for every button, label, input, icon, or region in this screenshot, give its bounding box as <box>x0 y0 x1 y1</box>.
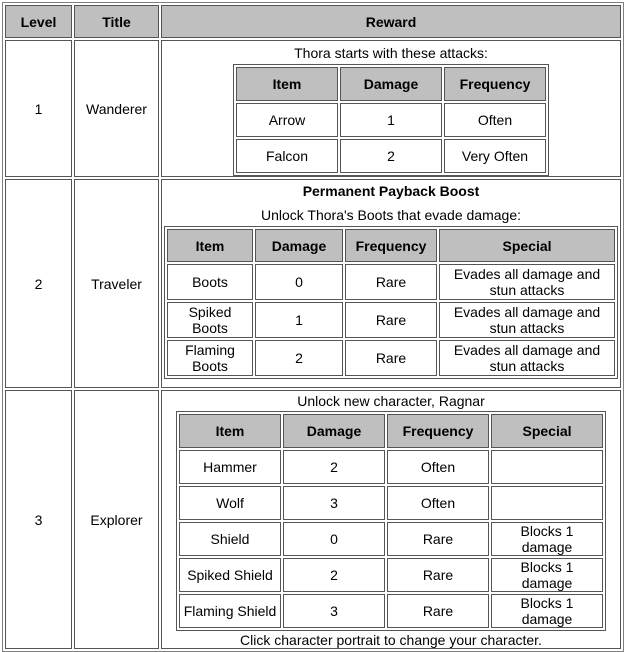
frequency-cell: Rare <box>387 522 489 556</box>
col-damage: Damage <box>283 414 385 448</box>
special-cell <box>491 486 603 520</box>
reward-cell <box>161 179 621 388</box>
table-row <box>167 264 615 300</box>
damage-cell: 3 <box>283 486 385 520</box>
table-row <box>236 103 546 137</box>
reward-intro: Thora starts with these attacks: <box>294 45 488 61</box>
reward-intro: Unlock Thora's Boots that evade damage: <box>260 207 521 223</box>
col-special: Special <box>439 229 615 262</box>
title-cell: Traveler <box>74 179 159 388</box>
special-cell <box>491 450 603 484</box>
header-row <box>5 5 621 38</box>
item-cell: Flaming Boots <box>167 340 253 376</box>
level-cell: 1 <box>5 40 72 177</box>
frequency-cell: Often <box>387 450 489 484</box>
table-row <box>179 594 603 628</box>
special-cell: Blocks 1 damage <box>491 522 603 556</box>
table-row <box>179 450 603 484</box>
damage-cell: 2 <box>255 340 343 376</box>
frequency-cell: Often <box>387 486 489 520</box>
frequency-cell: Rare <box>345 264 437 300</box>
col-damage: Damage <box>340 67 442 101</box>
ragnar-header-row <box>179 414 603 448</box>
damage-cell: 3 <box>283 594 385 628</box>
special-cell: Blocks 1 damage <box>491 594 603 628</box>
reward-cell <box>161 390 621 649</box>
item-cell: Boots <box>167 264 253 300</box>
table-row <box>179 558 603 592</box>
header-reward: Reward <box>161 5 621 38</box>
item-cell: Arrow <box>236 103 338 137</box>
table-row <box>179 486 603 520</box>
table-row <box>167 302 615 338</box>
attacks-header-row <box>236 67 546 101</box>
damage-cell: 2 <box>340 139 442 173</box>
level-cell: 2 <box>5 179 72 388</box>
header-level: Level <box>5 5 72 38</box>
frequency-cell: Rare <box>345 340 437 376</box>
reward-cell <box>161 40 621 177</box>
damage-cell: 0 <box>255 264 343 300</box>
col-frequency: Frequency <box>387 414 489 448</box>
item-cell: Flaming Shield <box>179 594 281 628</box>
damage-cell: 2 <box>283 450 385 484</box>
col-frequency: Frequency <box>444 67 546 101</box>
item-cell: Spiked Boots <box>167 302 253 338</box>
attacks-table <box>233 64 549 176</box>
damage-cell: 2 <box>283 558 385 592</box>
damage-cell: 1 <box>340 103 442 137</box>
table-row <box>236 139 546 173</box>
col-special: Special <box>491 414 603 448</box>
col-item: Item <box>179 414 281 448</box>
damage-cell: 1 <box>255 302 343 338</box>
boots-header-row <box>167 229 615 262</box>
col-damage: Damage <box>255 229 343 262</box>
reward-intro: Unlock new character, Ragnar <box>297 393 485 409</box>
reward-heading: Permanent Payback Boost <box>302 183 480 199</box>
special-cell: Blocks 1 damage <box>491 558 603 592</box>
table-row <box>179 522 603 556</box>
item-cell: Spiked Shield <box>179 558 281 592</box>
frequency-cell: Rare <box>387 594 489 628</box>
frequency-cell: Rare <box>345 302 437 338</box>
special-cell: Evades all damage and stun attacks <box>439 264 615 300</box>
col-item: Item <box>236 67 338 101</box>
frequency-cell: Often <box>444 103 546 137</box>
col-item: Item <box>167 229 253 262</box>
item-cell: Wolf <box>179 486 281 520</box>
header-title: Title <box>74 5 159 38</box>
level-row-2 <box>5 179 621 388</box>
ragnar-table <box>176 411 606 631</box>
rewards-table <box>2 2 624 652</box>
title-cell: Wanderer <box>74 40 159 177</box>
level-cell: 3 <box>5 390 72 649</box>
item-cell: Shield <box>179 522 281 556</box>
item-cell: Hammer <box>179 450 281 484</box>
col-frequency: Frequency <box>345 229 437 262</box>
frequency-cell: Very Often <box>444 139 546 173</box>
title-cell: Explorer <box>74 390 159 649</box>
level-row-3 <box>5 390 621 649</box>
table-row <box>167 340 615 376</box>
reward-footer: Click character portrait to change your character. <box>240 632 542 648</box>
damage-cell: 0 <box>283 522 385 556</box>
special-cell: Evades all damage and stun attacks <box>439 302 615 338</box>
frequency-cell: Rare <box>387 558 489 592</box>
level-row-1 <box>5 40 621 177</box>
special-cell: Evades all damage and stun attacks <box>439 340 615 376</box>
item-cell: Falcon <box>236 139 338 173</box>
boots-table <box>164 226 618 379</box>
